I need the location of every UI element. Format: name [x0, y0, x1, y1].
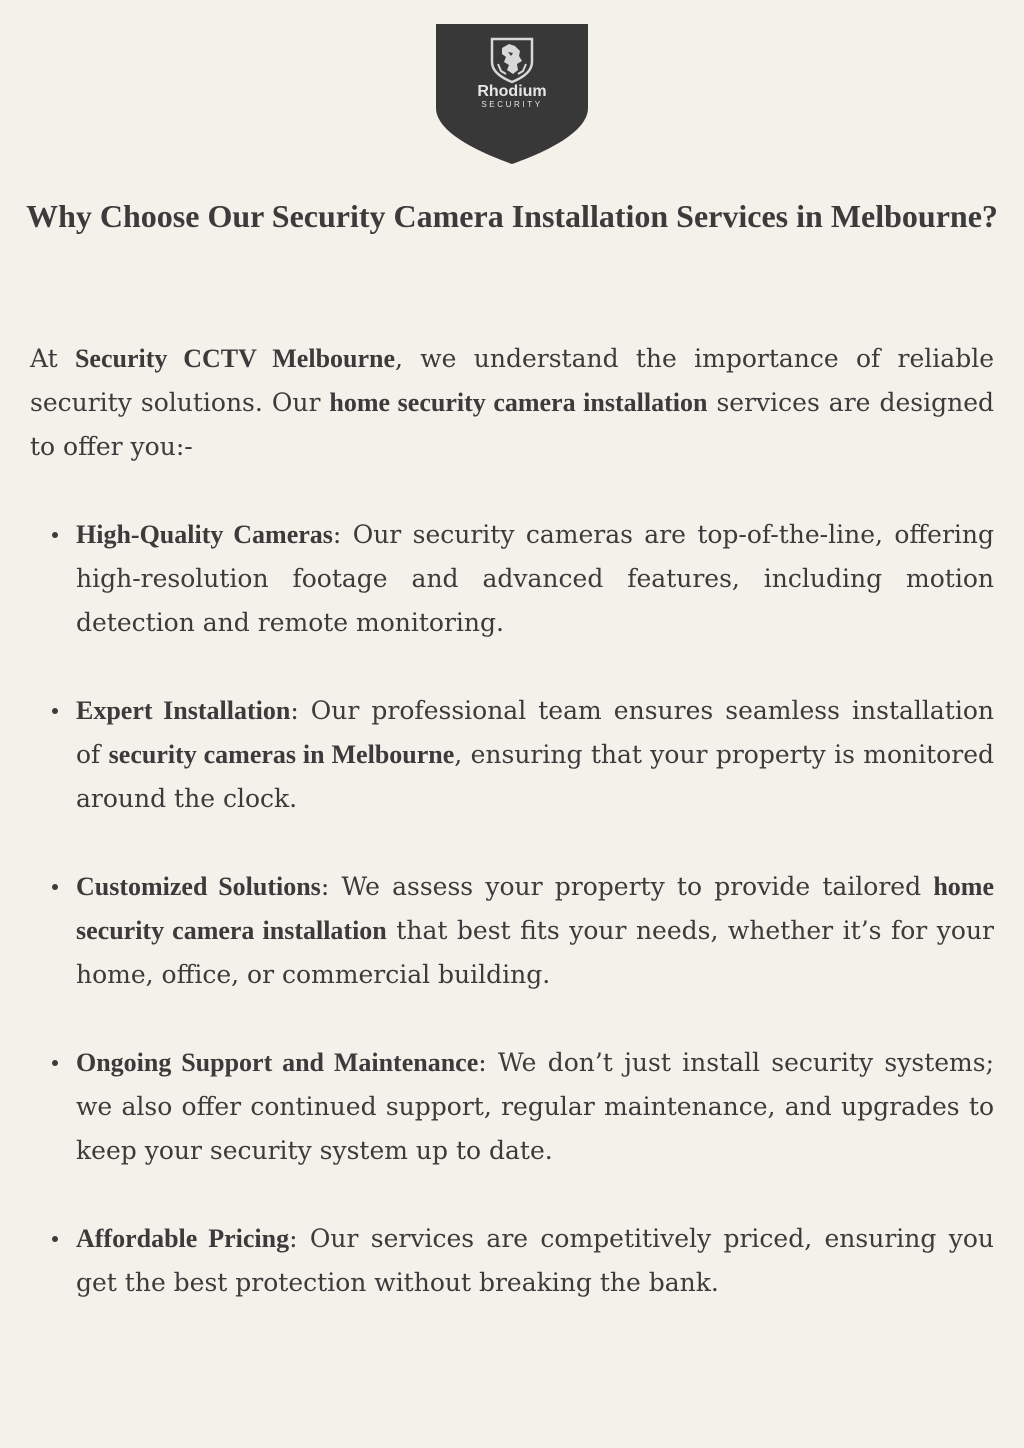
intro-company-name: Security CCTV Melbourne: [74, 344, 396, 373]
logo: [436, 24, 588, 164]
benefit-heading: High-Quality Cameras: [76, 520, 333, 549]
logo-tagline: SECURITY: [481, 100, 543, 109]
benefit-expert-installation: [76, 689, 994, 821]
benefit-ongoing-support: [76, 1041, 994, 1173]
benefit-affordable-pricing: [76, 1217, 994, 1305]
benefit-text: : We don’t just install security systems; we also offer continued support, regular maintenance, and upgrades to keep your security system up to date.: [76, 1048, 995, 1165]
bullet-icon: [52, 1236, 58, 1242]
benefit-customized-solutions: [76, 865, 994, 997]
benefit-text: : Our professional team ensures seamless installation of: [76, 696, 994, 769]
benefit-text: that best fits your needs, whether it’s for your home, office, or commercial building.: [76, 916, 994, 989]
benefit-heading: Expert Installation: [76, 696, 291, 725]
page-title: Why Choose Our Security Camera Installation Services in Melbourne?: [26, 198, 998, 234]
benefit-highlight: security cameras in Melbourne: [108, 740, 455, 769]
benefit-text: : Our security cameras are top-of-the-line, offering high-resolution footage and advanced features, including motion detection and remote monitoring.: [76, 520, 994, 637]
intro-text: , we understand the importance of reliable security solutions. Our: [30, 344, 994, 417]
benefit-highlight: home security camera installation: [76, 872, 994, 945]
rhodium-shield-logo: [436, 24, 588, 164]
logo-wordmark: Rhodium: [477, 83, 547, 100]
bullet-icon: [52, 1060, 58, 1066]
benefit-text: , ensuring that your property is monitored around the clock.: [76, 740, 994, 813]
bullet-icon: [52, 708, 58, 714]
benefit-text: : Our services are competitively priced, ensuring you get the best protection without breaking the bank.: [76, 1224, 994, 1297]
benefit-text: : We assess your property to provide tailored: [320, 872, 934, 901]
benefit-heading: Ongoing Support and Maintenance: [76, 1048, 479, 1077]
bullet-icon: [52, 884, 58, 890]
intro-text: At: [30, 344, 75, 373]
intro-paragraph: [30, 337, 994, 469]
benefit-heading: Affordable Pricing: [76, 1224, 290, 1253]
intro-service-highlight: home security camera installation: [329, 388, 708, 417]
intro-text: services are designed to offer you:-: [30, 388, 994, 461]
benefit-high-quality-cameras: [76, 513, 994, 645]
benefit-heading: Customized Solutions: [76, 872, 321, 901]
benefits-list: [76, 513, 994, 1349]
bullet-icon: [52, 532, 58, 538]
